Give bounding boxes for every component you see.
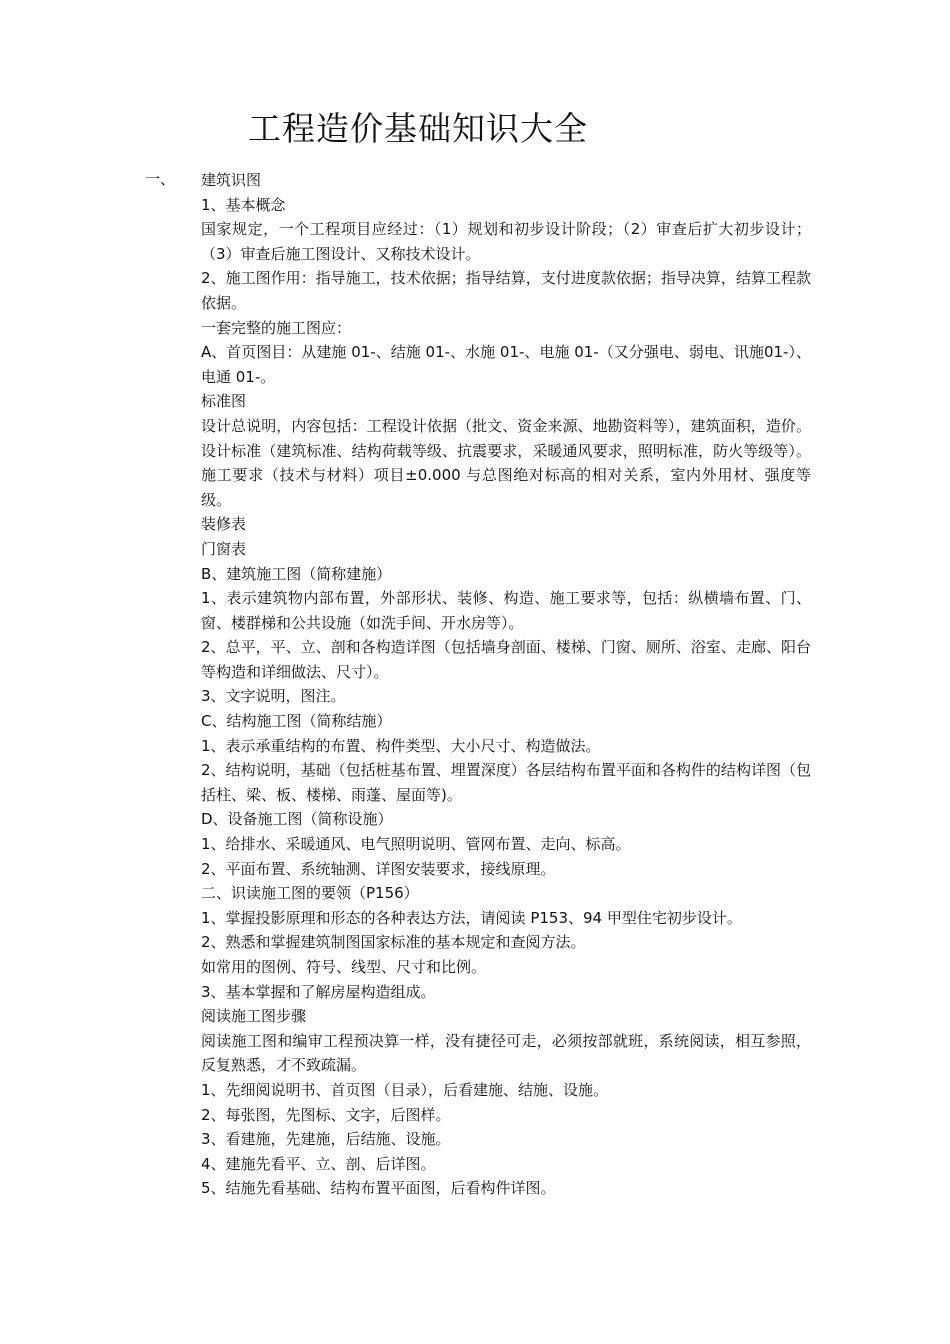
paragraph: 一套完整的施工图应： bbox=[201, 318, 352, 337]
document-body bbox=[201, 168, 811, 1201]
section-number: 一、 bbox=[145, 170, 176, 188]
paragraph: 3、文字说明，图注。 bbox=[201, 687, 346, 706]
paragraph: 4、建施先看平、立、剖、后详图。 bbox=[201, 1154, 436, 1173]
paragraph: 2、每张图，先图标、文字，后图样。 bbox=[201, 1105, 451, 1124]
paragraph: 1、掌握投影原理和形态的各种表达方法，请阅读 P153、94 甲型住宅初步设计。 bbox=[201, 908, 742, 927]
paragraph: 国家规定，一个工程项目应经过：（1）规划和初步设计阶段；（2）审查后扩大初步设计；（3）审查后施工图设计、又称技术设计。 bbox=[201, 220, 811, 263]
paragraph: 2、总平，平、立、剖和各构造详图（包括墙身剖面、楼梯、门窗、厕所、浴室、走廊、阳台等构造和详细做法、尺寸）。 bbox=[201, 638, 811, 681]
paragraph: 设计总说明，内容包括：工程设计依据（批文、资金来源、地勘资料等），建筑面积，造价。设计标准（建筑标准、结构荷载等级、抗震要求，采暖通风要求，照明标准，防火等级等）。施工要求（技术与材料）项目±0.000 与总图绝对标高的相对关系，室内外用材、强度等级。 bbox=[201, 416, 811, 509]
paragraph: D、设备施工图（简称设施） bbox=[201, 810, 393, 829]
paragraph: 阅读施工图步骤 bbox=[201, 1007, 307, 1026]
paragraph: 装修表 bbox=[201, 515, 247, 534]
paragraph: 1、先细阅说明书、首页图（目录），后看建施、结施、设施。 bbox=[201, 1080, 609, 1099]
section-heading: 建筑识图 bbox=[201, 171, 262, 189]
paragraph: 标准图 bbox=[201, 392, 247, 411]
paragraph: C、结构施工图（简称结施） bbox=[201, 712, 392, 731]
paragraph: 5、结施先看基础、结构布置平面图，后看构件详图。 bbox=[201, 1179, 556, 1198]
paragraph: 2、结构说明，基础（包括桩基布置、埋置深度）各层结构布置平面和各构件的结构详图（包括柱、梁、板、楼梯、雨蓬、屋面等)。 bbox=[201, 761, 811, 804]
paragraph: 2、平面布置、系统轴测、详图安装要求，接线原理。 bbox=[201, 859, 556, 878]
paragraph: 二、识读施工图的要领（P156） bbox=[201, 884, 419, 903]
paragraph: 1、表示建筑物内部布置，外部形状、装修、构造、施工要求等，包括：纵横墙布置、门、窗、楼群梯和公共设施（如洗手间、开水房等）。 bbox=[201, 589, 811, 632]
paragraph: 门窗表 bbox=[201, 539, 247, 558]
paragraph: 1、基本概念 bbox=[201, 195, 286, 214]
paragraph: 如常用的图例、符号、线型、尺寸和比例。 bbox=[201, 958, 487, 976]
paragraph: 1、给排水、采暖通风、电气照明说明、管网布置、走向、标高。 bbox=[201, 835, 631, 854]
document-title: 工程造价基础知识大全 bbox=[248, 109, 588, 148]
paragraph: 2、施工图作用：指导施工，技术依据；指导结算，支付进度款依据；指导决算，结算工程款依据。 bbox=[201, 269, 811, 312]
paragraph: 3、看建施，先建施，后结施、设施。 bbox=[201, 1130, 451, 1149]
paragraph: 2、熟悉和掌握建筑制图国家标准的基本规定和查阅方法。 bbox=[201, 933, 586, 952]
paragraph: 1、表示承重结构的布置、构件类型、大小尺寸、构造做法。 bbox=[201, 736, 601, 755]
paragraph: B、建筑施工图（简称建施） bbox=[201, 564, 392, 583]
paragraph: 阅读施工图和编审工程预决算一样，没有捷径可走，必须按部就班，系统阅读，相互参照，反复熟悉，才不致疏漏。 bbox=[201, 1031, 811, 1075]
paragraph: A、首页图目：从建施 01-、结施 01-、水施 01-、电施 01-（又分强电、弱电、讯施01-）、电通 01-。 bbox=[201, 343, 811, 386]
paragraph: 3、基本掌握和了解房屋构造组成。 bbox=[201, 982, 436, 1001]
